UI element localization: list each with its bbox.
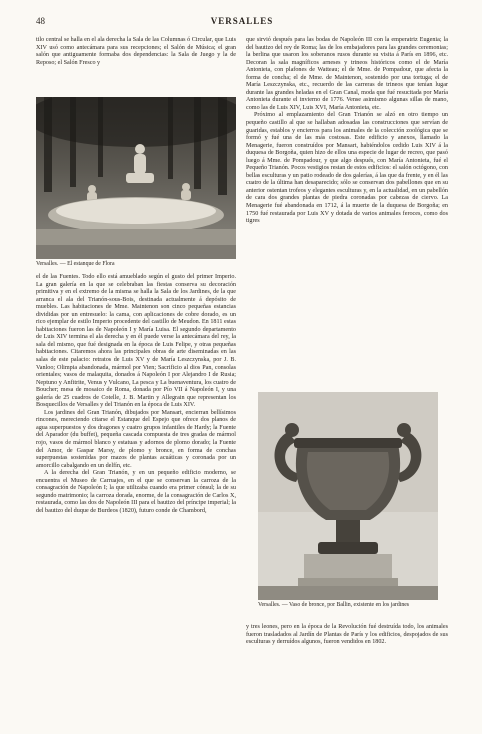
paragraph: y tres leones, pero en la época de la Revolución fué destruída todo, los animales fueron trasladados al Jardín de Plantas de París y los edificios, despojados de sus esculturas y derruídos algunos, fueron vendidos en 1802. — [246, 624, 448, 646]
right-column-top — [246, 37, 448, 385]
figure-caption: Versalles. — Vaso de bronce, por Ballin, existente en los jardines — [258, 602, 410, 608]
right-column-bottom — [246, 624, 448, 674]
page-number: 48 — [36, 16, 45, 26]
paragraph: el de las Fuentes. Todo ello está amueblado según el gusto del primer Imperio. La gran galería en la que se celebraban las fiestas conserva su decoración primitiva y en el extremo de la misma se halla la Sala de los Jardines, de la que arranca el ala del Trianón-sous-Bois, destinada actualmente á depósito de muebles. Las habitaciones de Mme. Maintenon son cinco pequeñas estancias divididas por un entresuelo: la cama, con aplicaciones de cobre dorado, es un rico ejemplar de estilo Imperio procedente del castillo de Meudon. En 1811 estas habitaciones fueron las de Napoleón I y María Luisa. El segundo departamento de Luis XIV termina el ala derecha y en él puede verse la antecámara del rey, la sala del mismo, que fué designada en la época de Luis Felipe, y otras pequeñas habitaciones. Citaremos ahora las principales obras de arte diseminadas en las salas de este palacio: retratos de Luis XV y de María Leszczynska, por J. B. Vanloo; Olimpia abandonada, mármol por Vien; Sacrificio al dios Pan, consolas orientales; vasos de malaquita, donados á Napoleón I por Alejandro I de Rusia; Neptuno y Anfitrite, Venus y Vulcano, La pesca y La buenaventura, los cuatro de Boucher; mesa de mosaico de Roma, donada por Pío VII á Napoleón I, y una galería de 25 cuadros de Cotelle, J. B. Martin y Allegrain que representan los Bosquecillos de Versalles y del Trianón en la época de Luis XIV. — [36, 274, 236, 409]
figure-caption: Versalles. — El estanque de Flora — [36, 261, 115, 267]
paragraph: Próximo al emplazamiento del Gran Trianón se alzó en otro tiempo un pequeño castillo al que se hallaban adosadas las construcciones que servían de guaridas, establos y encierros para los animales de la colección zoológica que se formó y fué una de las más costosas. Este edificio y anexos, llamado la Menagerie, fueron construídos por Mansart, habiéndolos cedido Luis XIV á la duquesa de Borgoña, quien hizo de ellos una especie de lugar de recreo, que pasó luego á Mme. de Pompadour, y que algo después, con María Antonieta, fué el Pequeño Trianón. Pocos vestigios restan de estos edificios: el salón octógono, con bellas esculturas y un patio rodeado de dos galerías, á las que da frente, y en él las cuatro de la última han desaparecido; sólo se conservan dos pabellones que en su anterior ostentan trofeos y elegantes esculturas y, en la actualidad, en un pabellón de cara dos grandes plantas de piedra coronadas por cabezas de ciervo. La Menagerie fué abandonada en 1712, á la muerte de la duquesa de Borgoña; en 1750 fué restaurada por Luis XV y dotada de varios animales feroces, como dos tigres — [246, 112, 448, 225]
left-column-top — [36, 37, 236, 92]
paragraph: tilo central se halla en el ala derecha la Sala de las Columnas ó Circular, que Luis XIV usó como antecámara para sus recepciones; el Salón de Música; el gran salón que antiguamente formaba dos dependencias: la Sala de Juego y la de Reposo; el Salón Fresco y — [36, 37, 236, 66]
left-column-bottom — [36, 274, 236, 714]
paragraph: Los jardines del Gran Trianón, dibujados por Mansart, encierran bellísimos rincones, mereciendo citarse el Estanque del Espejo que ofrece dos planos de agua superpuestos y dos dragones y cuatro grupos infantiles de Hardy; la Fuente del Aparador (du buffet), pequeña cascada compuesta de tres gradas de mármol rojo, vasos de mármol blanco y estatuas y adornos de plomo dorado; la Fuente del Amor, de Gaspar Marsy, de plomo y bronce, en forma de conchas superpuestas sostenidas por mazos de plantas acuáticas y coronada por un amorcillo cabalgando en un delfín, etc. — [36, 409, 236, 469]
fountain-photo — [36, 97, 236, 259]
figure-fountain — [36, 97, 236, 268]
paragraph: A la derecha del Gran Trianón, y en un pequeño edificio moderno, se encuentra el Museo de Carruajes, en el que se conservan la carroza de la consagración de Napoleón I; la que utilizaba cuando era primer cónsul; la de su segundo matrimonio; la carroza dorada, enorme, de la consagración de Carlos X, restaurada, como las dos de Napoleón III para el bautizo del príncipe imperial; la del bautizo del duque de Burdeos (1820), futuro conde de Chambord, — [36, 470, 236, 514]
page-header — [36, 16, 448, 30]
vase-photo — [258, 392, 438, 600]
paragraph: que sirvió después para las bodas de Napoleón III con la emperatriz Eugenia; la del bautizo del rey de Roma; las de los embajadores para las grandes ceremonias; la berlina que usaron los soberanos rusos durante su visita á París en 1896, etc. Decoran la sala magníficos arneses y trineos históricos como el de María Antonieta, con plafones de Watteau; el de Mme. de Pompadour, que afecta la forma de concha; el de Mme. de Maintenon, sostenido por una tortuga; el de María Leszczynska, etc., recuerdo de las carreras de trineos que tenían lugar durante las grandes heladas en el Gran Canal, moda que fué resucitada por María Antonieta durante el invierno de 1776. Vense asimismo algunas sillas de mano, como las de Luis XIV, Luis XVI, María Antonieta, etc. — [246, 37, 448, 111]
figure-vase — [258, 392, 438, 609]
running-title: VERSALLES — [210, 16, 274, 26]
